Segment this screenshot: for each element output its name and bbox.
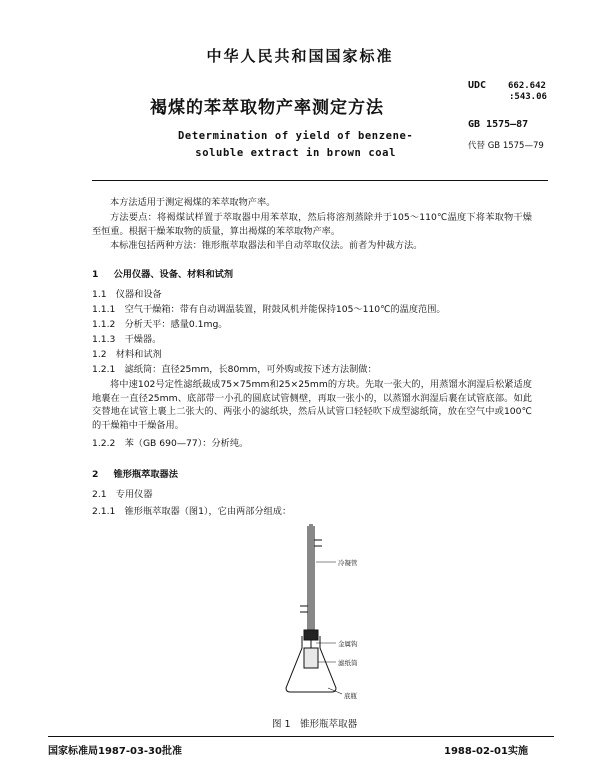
clause-1-1: 1.1 仪器和设备 — [92, 289, 162, 300]
label-flask: 底瓶 — [344, 692, 357, 700]
section-2-heading — [92, 466, 178, 480]
section-1-number: 1 — [92, 269, 99, 280]
udc-line1: 662.642 — [508, 81, 546, 91]
stopper — [304, 630, 318, 640]
document-title-en — [178, 128, 413, 162]
intro-method-principle: 方法要点：将褐煤试样置于萃取器中用苯萃取，然后将溶剂蒸除并于105～110℃温度下将苯取物干燥至恒重。根据干燥苯取物的质量，算出褐煤的苯萃取物产率。 — [92, 212, 532, 237]
udc-label: UDC — [468, 80, 487, 91]
replaces-note: 代替 GB 1575—79 — [468, 141, 544, 151]
clause-1-1-2: 1.1.2 分析天平：感量0.1mg。 — [92, 319, 228, 330]
clause-1-1-1: 1.1.1 空气干燥箱：带有自动调温装置，附鼓风机并能保持105～110℃的温度范围。 — [92, 304, 446, 315]
clause-1-2-2: 1.2.2 苯（GB 690—77）：分析纯。 — [92, 438, 249, 449]
effective-date: 1988-02-01实施 — [444, 746, 528, 757]
paper-thimble — [304, 648, 318, 668]
extractor-figure — [280, 522, 390, 702]
title-en-line1: Determination of yield of benzene- — [178, 130, 414, 142]
clause-1-2-1-body: 将中速102号定性滤纸裁成75×75mm和25×25mm的方块。先取一张大的，用蒸馏水润湿后松紧适度地裹在一直径25mm、底部带一小孔的圆底试管侧壁，再取一张小的，以蒸馏水润湿后裹在试管底部。如此交替地在试管上裹上二张大的、两张小的滤纸块，然后从试管口轻轻吹下成型滤纸筒，放在空气中或100℃的干燥箱中干燥备用。 — [92, 379, 532, 431]
intro-methods: 本标准包括两种方法：锥形瓶萃取器法和半自动萃取仪法。前者为仲裁方法。 — [110, 240, 423, 251]
intro-scope: 本方法适用于测定褐煤的苯萃取物产率。 — [110, 197, 276, 208]
clause-2-1-1: 2.1.1 锥形瓶萃取器（图1），它由两部分组成： — [92, 506, 292, 517]
section-2-title: 锥形瓶萃取器法 — [113, 469, 178, 480]
gb-code: GB 1575—87 — [468, 119, 529, 130]
udc-value — [502, 81, 547, 103]
clause-2-1: 2.1 专用仪器 — [92, 489, 153, 500]
clause-1-2-1: 1.2.1 滤纸筒：直径25mm，长80mm，可外购或按下述方法制做： — [92, 364, 377, 375]
label-condenser: 冷凝管 — [338, 559, 358, 567]
label-hook: 金属钩 — [338, 640, 358, 648]
section-2-number: 2 — [92, 469, 99, 480]
figure-1-caption: 图 1 锥形瓶萃取器 — [272, 719, 358, 730]
udc-line2: :543.06 — [509, 92, 547, 102]
label-thimble: 滤纸筒 — [338, 659, 358, 667]
section-1-title: 公用仪器、设备、材料和试剂 — [113, 269, 234, 280]
footer-divider — [48, 736, 554, 737]
country-standard-heading: 中华人民共和国国家标准 — [206, 47, 394, 65]
title-en-line2: soluble extract in brown coal — [195, 147, 397, 159]
clause-1-1-3: 1.1.3 干燥器。 — [92, 334, 162, 345]
section-1-heading — [92, 266, 233, 280]
clause-1-2: 1.2 材料和试剂 — [92, 349, 162, 360]
approval-date: 国家标准局1987-03-30批准 — [48, 746, 182, 757]
document-title-cn: 褐煤的苯萃取物产率测定方法 — [150, 98, 384, 118]
header-divider — [92, 180, 548, 181]
